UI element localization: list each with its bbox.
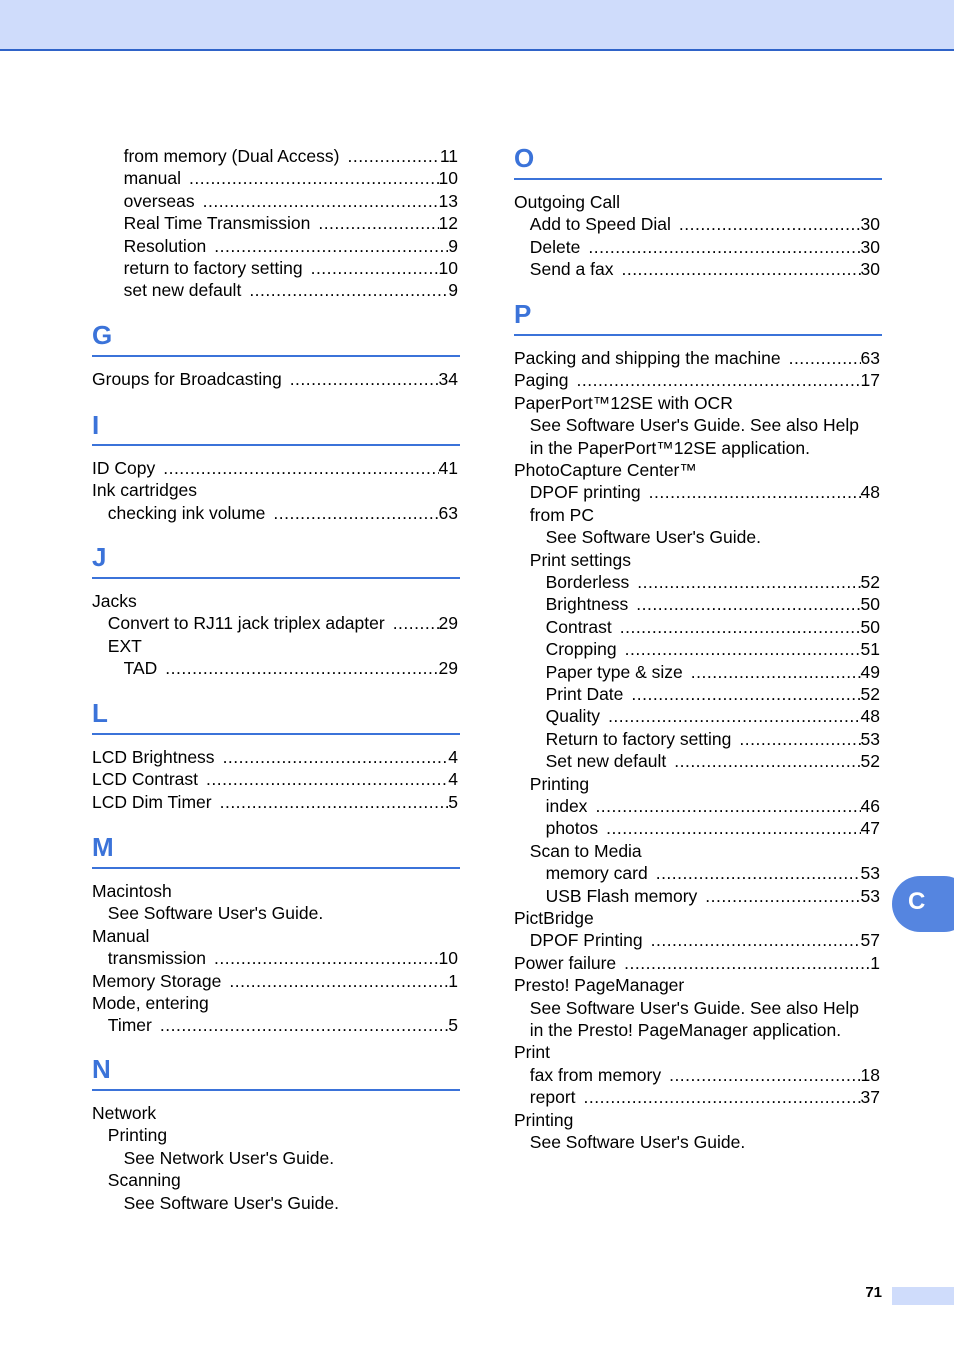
dot-leader: [608, 705, 860, 727]
entry-label: Printing: [107, 1125, 168, 1146]
entry-label: Cropping: [545, 639, 617, 660]
entry-page-number: 57: [860, 930, 880, 951]
dot-leader: [311, 257, 439, 279]
index-entry: [546, 795, 880, 817]
entry-label: Delete: [529, 236, 581, 257]
entry-label: from PC: [529, 504, 594, 525]
entry-page-number: 13: [438, 190, 458, 211]
dot-leader: [203, 190, 439, 212]
index-heading: [92, 925, 458, 947]
dot-leader: [621, 258, 860, 280]
entry-label: Set new default: [545, 751, 667, 772]
index-entry: [108, 612, 458, 634]
index-heading: [108, 1169, 458, 1191]
header-band: [0, 0, 954, 51]
index-heading: [530, 997, 880, 1019]
entry-label: Network: [92, 1103, 157, 1123]
entry-page-number: 53: [860, 728, 880, 749]
entry-page-number: 18: [860, 1064, 880, 1085]
entry-label: LCD Contrast: [92, 769, 199, 790]
entry-page-number: 52: [860, 572, 880, 592]
entry-label: Resolution: [123, 235, 207, 256]
index-entry: [108, 947, 458, 969]
index-entry: [546, 661, 880, 683]
dot-leader: [160, 1014, 448, 1036]
entry-label: Print settings: [529, 549, 631, 570]
index-heading: [92, 992, 458, 1014]
entry-page-number: 10: [438, 258, 458, 278]
index-entry: [530, 1086, 880, 1108]
section-letter: I: [92, 410, 100, 440]
dot-leader: [318, 212, 438, 234]
entry-label: DPOF printing: [529, 482, 641, 503]
section-letter: G: [92, 320, 113, 350]
index-entry: [546, 593, 880, 615]
entry-label: Add to Speed Dial: [529, 214, 671, 235]
index-heading: [108, 1124, 458, 1146]
entry-page-number: 29: [438, 658, 458, 679]
entry-page-number: 49: [860, 661, 880, 682]
section-letter: O: [514, 143, 535, 173]
section-rule: [514, 178, 882, 180]
entry-label: Send a fax: [529, 259, 614, 280]
entry-label: See Software User's Guide. See also Help: [529, 997, 859, 1018]
page-number: 71: [865, 1284, 882, 1301]
index-entry: [124, 167, 458, 189]
dot-leader: [214, 947, 438, 969]
entry-label: Power failure: [514, 952, 617, 973]
dot-leader: [189, 167, 439, 189]
entry-label: Macintosh: [92, 881, 172, 901]
entry-page-number: 4: [448, 769, 458, 790]
entry-page-number: 41: [438, 458, 458, 478]
index-entry: [92, 791, 458, 813]
entry-page-number: 47: [860, 818, 880, 839]
dot-leader: [229, 970, 448, 992]
entry-label: DPOF Printing: [529, 930, 643, 951]
dot-leader: [789, 347, 861, 369]
entry-label: Printing: [529, 773, 590, 794]
section-rule: [92, 867, 460, 869]
entry-label: Return to factory setting: [545, 728, 732, 749]
entry-page-number: 48: [860, 482, 880, 503]
dot-leader: [584, 1086, 861, 1108]
entry-label: report: [529, 1087, 576, 1108]
entry-label: manual: [123, 168, 181, 189]
index-entry: [514, 952, 880, 974]
entry-page-number: 34: [438, 369, 458, 389]
section-rule: [92, 444, 460, 446]
dot-leader: [595, 795, 860, 817]
index-entry: [546, 616, 880, 638]
dot-leader: [588, 236, 860, 258]
dot-leader: [739, 728, 860, 750]
entry-page-number: 11: [439, 146, 458, 166]
entry-label: USB Flash memory: [545, 885, 698, 906]
entry-page-number: 46: [860, 796, 880, 816]
dot-leader: [691, 661, 861, 683]
entry-page-number: 10: [438, 948, 458, 969]
section-letter: J: [92, 542, 107, 572]
dot-leader: [206, 768, 448, 790]
index-entry: [546, 817, 880, 839]
index-entry: [546, 683, 880, 705]
index-heading: [530, 840, 880, 862]
index-entry: [546, 571, 880, 593]
entry-label: Borderless: [545, 572, 630, 592]
section-rule: [514, 334, 882, 336]
index-entry: [530, 236, 880, 258]
index-entry: [92, 970, 458, 992]
dot-leader: [393, 612, 439, 634]
entry-label: Quality: [545, 706, 601, 727]
entry-label: Scan to Media: [529, 840, 642, 861]
dot-leader: [679, 213, 861, 235]
entry-label: LCD Brightness: [92, 747, 215, 767]
index-heading: [530, 504, 880, 526]
entry-label: Brightness: [545, 594, 629, 615]
page-number-bar: [892, 1287, 954, 1305]
index-heading: [530, 437, 880, 459]
dot-leader: [223, 746, 449, 768]
entry-label: index: [545, 796, 588, 816]
dot-leader: [649, 481, 861, 503]
entry-label: checking ink volume: [107, 502, 266, 523]
index-heading: [514, 1041, 880, 1063]
dot-leader: [636, 593, 860, 615]
entry-page-number: 37: [860, 1087, 880, 1108]
entry-page-number: 9: [448, 280, 458, 301]
dot-leader: [165, 657, 438, 679]
index-heading: [108, 902, 458, 924]
dot-leader: [620, 616, 861, 638]
index-heading: [514, 907, 880, 929]
entry-page-number: 30: [860, 259, 880, 280]
index-heading: [530, 414, 880, 436]
index-entry: [92, 768, 458, 790]
entry-label: transmission: [107, 948, 207, 969]
entry-label: Presto! PageManager: [514, 975, 685, 996]
section-letter: P: [514, 299, 532, 329]
section-rule: [92, 355, 460, 357]
index-entry: [124, 257, 458, 279]
index-entry: [124, 145, 458, 167]
entry-label: Print Date: [545, 684, 624, 704]
entry-label: Scanning: [107, 1170, 181, 1191]
index-heading: [546, 526, 880, 548]
entry-page-number: 51: [860, 639, 880, 660]
entry-page-number: 53: [860, 863, 880, 884]
index-entry: [92, 457, 458, 479]
entry-page-number: 53: [860, 885, 880, 906]
entry-label: Paging: [514, 370, 569, 391]
dot-leader: [220, 791, 449, 813]
index-entry: [546, 728, 880, 750]
dot-leader: [290, 368, 439, 390]
index-heading: [124, 1147, 458, 1169]
entry-label: See Software User's Guide.: [545, 527, 761, 548]
section-rule: [92, 1089, 460, 1091]
entry-page-number: 52: [860, 751, 880, 772]
dot-leader: [214, 235, 448, 257]
section-letter: N: [92, 1054, 111, 1084]
index-heading: [124, 1192, 458, 1214]
entry-page-number: 10: [438, 168, 458, 189]
dot-leader: [347, 145, 439, 167]
entry-label: Contrast: [545, 616, 612, 637]
entry-label: Packing and shipping the machine: [514, 348, 781, 368]
entry-label: Jacks: [92, 591, 137, 611]
entry-label: Ink cartridges: [92, 480, 198, 501]
entry-label: set new default: [123, 280, 242, 301]
section-letter: L: [92, 698, 108, 728]
index-entry: [124, 279, 458, 301]
entry-page-number: 52: [860, 684, 880, 704]
entry-label: memory card: [545, 863, 648, 884]
index-heading: [514, 459, 880, 481]
index-heading: [514, 1109, 880, 1131]
entry-label: photos: [545, 818, 599, 839]
entry-label: See Software User's Guide. See also Help: [529, 415, 859, 436]
entry-label: Paper type & size: [545, 661, 683, 682]
index-entry: [514, 369, 880, 391]
entry-page-number: 29: [438, 613, 458, 634]
dot-leader: [705, 885, 860, 907]
entry-page-number: 17: [860, 370, 880, 391]
entry-label: Convert to RJ11 jack triplex adapter: [107, 613, 385, 634]
index-entry: [124, 235, 458, 257]
index-entry: [530, 1064, 880, 1086]
entry-label: PictBridge: [514, 908, 594, 928]
entry-page-number: 12: [438, 213, 458, 234]
entry-label: EXT: [107, 635, 142, 656]
index-entry: [546, 862, 880, 884]
entry-label: Printing: [514, 1109, 574, 1130]
entry-page-number: 5: [448, 1015, 458, 1036]
entry-page-number: 48: [860, 706, 880, 727]
entry-label: Real Time Transmission: [123, 213, 311, 234]
dot-leader: [656, 862, 861, 884]
section-rule: [92, 577, 460, 579]
entry-label: See Software User's Guide.: [529, 1132, 746, 1152]
entry-label: See Software User's Guide.: [123, 1192, 339, 1213]
index-heading: [530, 1131, 880, 1153]
entry-page-number: 50: [860, 594, 880, 615]
index-heading: [92, 479, 458, 501]
entry-page-number: 30: [860, 214, 880, 235]
entry-page-number: 50: [860, 616, 880, 637]
index-heading: [92, 590, 458, 612]
index-heading: [530, 773, 880, 795]
dot-leader: [631, 683, 860, 705]
index-heading: [514, 392, 880, 414]
index-entry: [546, 885, 880, 907]
entry-label: Mode, entering: [92, 993, 209, 1013]
entry-page-number: 1: [870, 952, 880, 973]
index-heading: [514, 974, 880, 996]
entry-label: in the Presto! PageManager application.: [529, 1020, 842, 1040]
index-heading: [92, 880, 458, 902]
entry-label: See Network User's Guide.: [123, 1147, 335, 1168]
entry-page-number: 63: [438, 502, 458, 523]
dot-leader: [651, 929, 861, 951]
index-heading: [92, 1102, 458, 1124]
entry-label: PaperPort™12SE with OCR: [514, 392, 733, 413]
entry-label: TAD: [123, 658, 158, 679]
dot-leader: [273, 502, 438, 524]
index-entry: [546, 638, 880, 660]
index-entry: [546, 705, 880, 727]
entry-label: PhotoCapture Center™: [514, 460, 697, 480]
section-rule: [92, 733, 460, 735]
entry-label: fax from memory: [529, 1064, 662, 1085]
dot-leader: [163, 457, 438, 479]
dot-leader: [624, 952, 870, 974]
index-heading: [530, 1019, 880, 1041]
entry-label: Memory Storage: [92, 970, 222, 991]
entry-page-number: 1: [448, 970, 458, 991]
index-entry: [92, 368, 458, 390]
index-entry: [108, 502, 458, 524]
entry-label: See Software User's Guide.: [107, 903, 324, 924]
entry-label: Manual: [92, 925, 150, 946]
dot-leader: [606, 817, 860, 839]
chapter-tab-label: C: [908, 888, 926, 915]
index-entry: [124, 657, 458, 679]
dot-leader: [249, 279, 448, 301]
entry-label: in the PaperPort™12SE application.: [529, 437, 810, 458]
index-heading: [514, 191, 880, 213]
dot-leader: [577, 369, 861, 391]
index-entry: [124, 190, 458, 212]
dot-leader: [637, 571, 860, 593]
entry-label: LCD Dim Timer: [92, 791, 212, 812]
index-entry: [530, 481, 880, 503]
entry-label: ID Copy: [92, 458, 156, 478]
index-entry: [530, 258, 880, 280]
entry-label: Groups for Broadcasting: [92, 369, 282, 389]
dot-leader: [669, 1064, 860, 1086]
index-heading: [530, 549, 880, 571]
index-entry: [92, 746, 458, 768]
index-heading: [108, 635, 458, 657]
index-entry: [108, 1014, 458, 1036]
index-entry: [124, 212, 458, 234]
entry-page-number: 30: [860, 236, 880, 257]
entry-page-number: 4: [448, 747, 458, 767]
dot-leader: [625, 638, 861, 660]
entry-label: Timer: [107, 1015, 152, 1036]
section-letter: M: [92, 832, 114, 862]
entry-label: from memory (Dual Access): [123, 146, 340, 166]
index-entry: [530, 929, 880, 951]
entry-label: Print: [514, 1042, 550, 1063]
entry-page-number: 63: [860, 348, 880, 368]
entry-label: return to factory setting: [123, 258, 303, 278]
entry-page-number: 5: [448, 791, 458, 812]
index-entry: [546, 750, 880, 772]
entry-label: Outgoing Call: [514, 192, 621, 212]
entry-label: overseas: [123, 190, 195, 211]
dot-leader: [674, 750, 860, 772]
entry-page-number: 9: [448, 235, 458, 256]
index-entry: [514, 347, 880, 369]
index-entry: [530, 213, 880, 235]
